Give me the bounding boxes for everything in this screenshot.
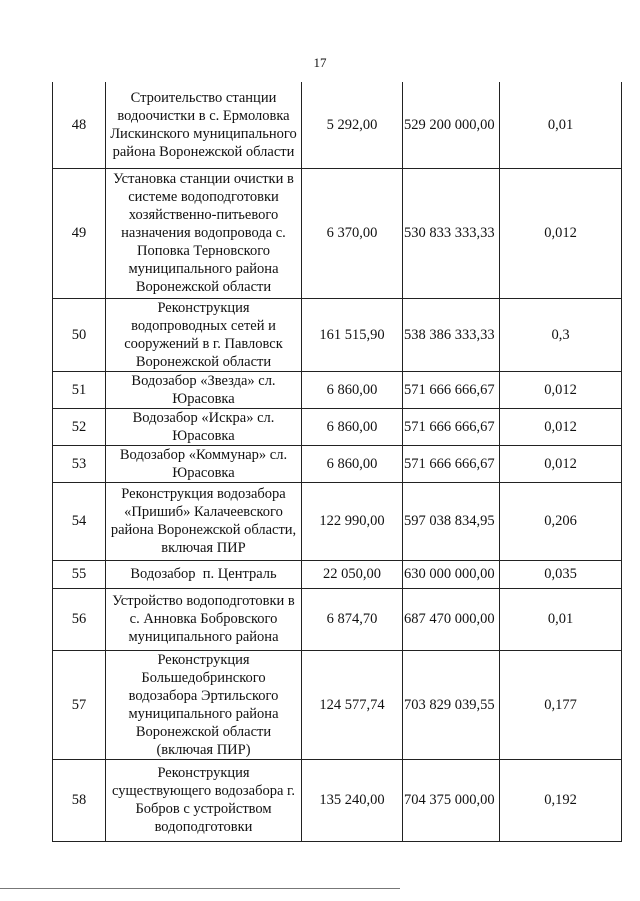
table-row <box>53 650 622 759</box>
ratio-value: 0,012 <box>500 168 622 298</box>
page-bottom-rule <box>0 888 400 889</box>
project-name: Водозабор «Звезда» сл. Юрасовка <box>106 371 302 408</box>
row-number: 54 <box>53 482 106 560</box>
project-name: Реконструкция существующего водозабора г. Бобров с устройством водоподготовки <box>106 759 302 841</box>
ratio-value: 0,01 <box>500 82 622 168</box>
amount-value: 571 666 666,67 <box>403 371 500 408</box>
ratio-value: 0,3 <box>500 298 622 371</box>
ratio-value: 0,012 <box>500 371 622 408</box>
table-row <box>53 445 622 482</box>
cost-value: 6 860,00 <box>302 445 403 482</box>
table-row <box>53 371 622 408</box>
cost-value: 5 292,00 <box>302 82 403 168</box>
project-name: Водозабор «Коммунар» сл. Юрасовка <box>106 445 302 482</box>
project-name: Реконструкция водопроводных сетей и сооружений в г. Павловск Воронежской области <box>106 298 302 371</box>
amount-value: 530 833 333,33 <box>403 168 500 298</box>
cost-value: 6 860,00 <box>302 408 403 445</box>
row-number: 53 <box>53 445 106 482</box>
table-row <box>53 482 622 560</box>
ratio-value: 0,012 <box>500 408 622 445</box>
project-name: Реконструкция водозабора «Пришиб» Калачеевского района Воронежской области, включая ПИР <box>106 482 302 560</box>
ratio-value: 0,035 <box>500 560 622 588</box>
amount-value: 704 375 000,00 <box>403 759 500 841</box>
amount-value: 529 200 000,00 <box>403 82 500 168</box>
row-number: 55 <box>53 560 106 588</box>
amount-value: 571 666 666,67 <box>403 408 500 445</box>
project-name: Устройство водоподготовки в с. Анновка Бобровского муниципального района <box>106 588 302 650</box>
cost-value: 6 860,00 <box>302 371 403 408</box>
row-number: 52 <box>53 408 106 445</box>
project-name: Водозабор «Искра» сл. Юрасовка <box>106 408 302 445</box>
ratio-value: 0,177 <box>500 650 622 759</box>
amount-value: 703 829 039,55 <box>403 650 500 759</box>
cost-value: 122 990,00 <box>302 482 403 560</box>
table-row <box>53 168 622 298</box>
cost-value: 124 577,74 <box>302 650 403 759</box>
investment-table <box>52 82 622 842</box>
cost-value: 135 240,00 <box>302 759 403 841</box>
page-number: 17 <box>313 55 327 70</box>
amount-value: 630 000 000,00 <box>403 560 500 588</box>
amount-value: 597 038 834,95 <box>403 482 500 560</box>
cost-value: 6 874,70 <box>302 588 403 650</box>
ratio-value: 0,206 <box>500 482 622 560</box>
row-number: 57 <box>53 650 106 759</box>
table-row <box>53 588 622 650</box>
row-number: 50 <box>53 298 106 371</box>
project-name: Реконструкция Большедобринского водозабора Эртильского муниципального района Воронежской области (включая ПИР) <box>106 650 302 759</box>
table-row <box>53 560 622 588</box>
amount-value: 571 666 666,67 <box>403 445 500 482</box>
project-name: Водозабор п. Централь <box>106 560 302 588</box>
project-name: Установка станции очистки в системе водоподготовки хозяйственно-питьевого назначения водопровода с. Поповка Терновского муниципального района Воронежской области <box>106 168 302 298</box>
row-number: 58 <box>53 759 106 841</box>
row-number: 51 <box>53 371 106 408</box>
cost-value: 22 050,00 <box>302 560 403 588</box>
project-name: Строительство станции водоочистки в с. Ермоловка Лискинского муниципального района Воронежской области <box>106 82 302 168</box>
table-row <box>53 298 622 371</box>
table-row <box>53 759 622 841</box>
row-number: 56 <box>53 588 106 650</box>
ratio-value: 0,012 <box>500 445 622 482</box>
amount-value: 538 386 333,33 <box>403 298 500 371</box>
table-row <box>53 82 622 168</box>
cost-value: 161 515,90 <box>302 298 403 371</box>
ratio-value: 0,01 <box>500 588 622 650</box>
amount-value: 687 470 000,00 <box>403 588 500 650</box>
row-number: 48 <box>53 82 106 168</box>
row-number: 49 <box>53 168 106 298</box>
ratio-value: 0,192 <box>500 759 622 841</box>
cost-value: 6 370,00 <box>302 168 403 298</box>
table-row <box>53 408 622 445</box>
